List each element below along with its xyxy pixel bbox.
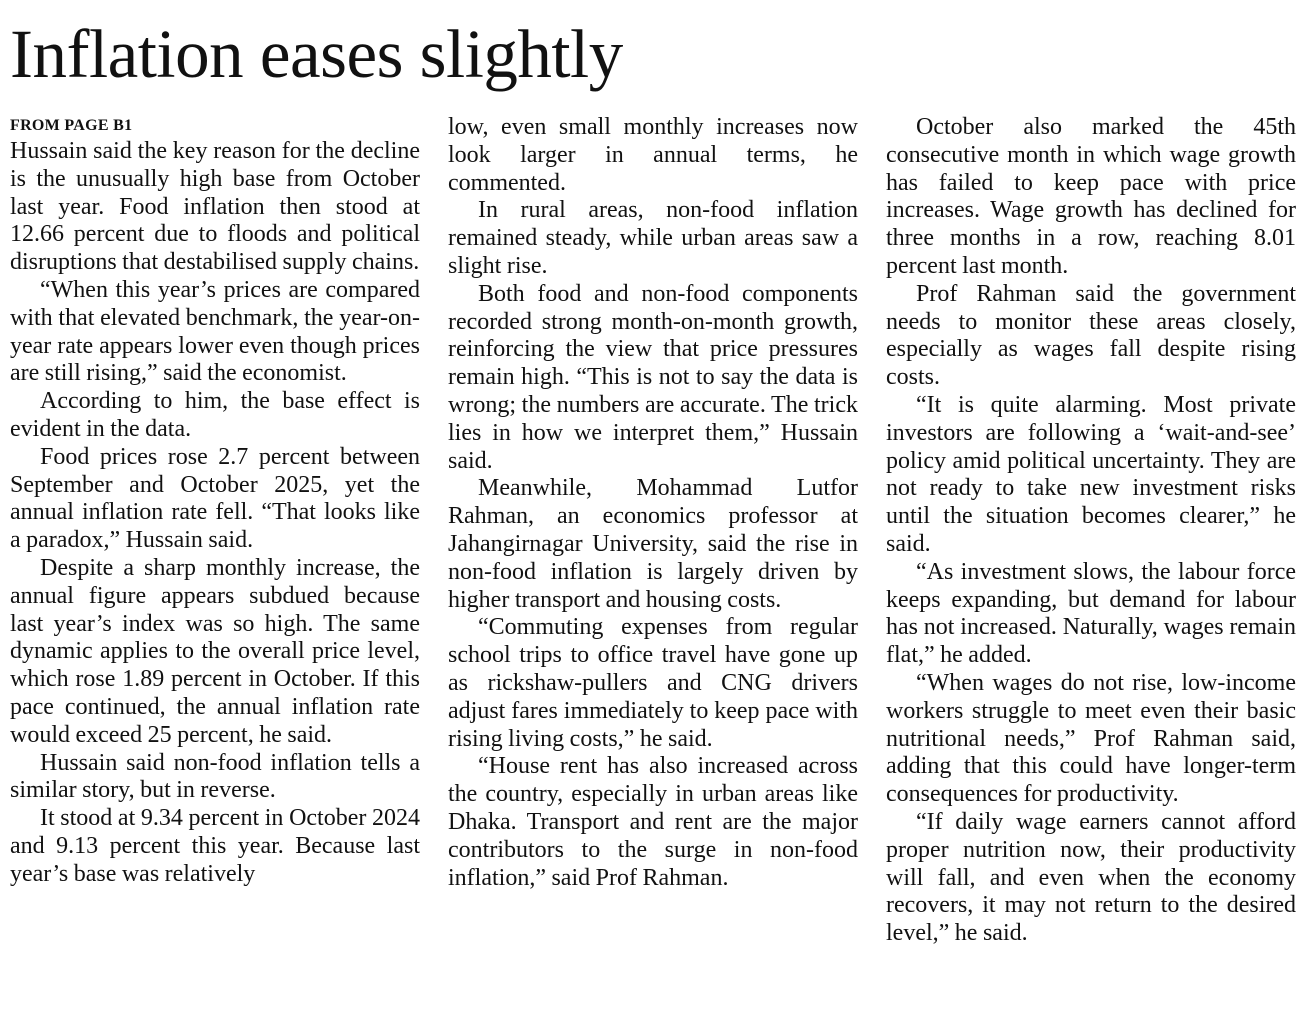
paragraph: October also marked the 45th consecutive month in which wage growth has failed to keep pace with price increases. Wage growth has declined for three months in a row, reaching 8.01 percent last month. (886, 114, 1296, 279)
paragraph: Despite a sharp monthly increase, the annual figure appears subdued because last year’s index was so high. The same dynamic applies to the overall price level, which rose 1.89 percent in October. If this pace continued, the annual inflation rate would exceed 25 percent, he said. (10, 554, 420, 748)
paragraph: “As investment slows, the labour force keeps expanding, but demand for labour has not increased. Naturally, wages remain flat,” he added. (886, 558, 1296, 669)
paragraph: “House rent has also increased across the country, especially in urban areas like Dhaka. Transport and rent are the major contributors to the surge in non-food inflation,” said Prof Rahman. (448, 753, 858, 891)
paragraph: “If daily wage earners cannot afford proper nutrition now, their productivity will fall, and even when the economy recovers, it may not return to the desired level,” he said. (886, 808, 1296, 947)
paragraph: low, even small monthly increases now look larger in annual terms, he commented. (448, 114, 858, 196)
paragraph: Hussain said the key reason for the decline is the unusually high base from October last year. Food inflation then stood at 12.66 percent due to floods and political disruptions that destabilised supply chains. (10, 138, 420, 276)
paragraph: “Commuting expenses from regular school trips to office travel have gone up as rickshaw-pullers and CNG drivers adjust fares immediately to keep pace with rising living costs,” he said. (448, 614, 858, 752)
paragraph: It stood at 9.34 percent in October 2024 and 9.13 percent this year. Because last year’s base was relatively (10, 805, 420, 887)
paragraph: Food prices rose 2.7 percent between September and October 2025, yet the annual inflation rate fell. “That looks like a paradox,” Hussain said. (10, 443, 420, 554)
paragraph: Meanwhile, Mohammad Lutfor Rahman, an economics professor at Jahangirnagar University, said the rise in non-food inflation is largely driven by higher transport and housing costs. (448, 475, 858, 613)
column-2 (448, 114, 858, 1009)
paragraph: Hussain said non-food inflation tells a similar story, but in reverse. (10, 749, 420, 804)
paragraph: In rural areas, non-food inflation remained steady, while urban areas saw a slight rise. (448, 197, 858, 279)
paragraph: “When wages do not rise, low-income workers struggle to meet even their basic nutritional needs,” Prof Rahman said, adding that this could have longer-term consequences for productivity. (886, 669, 1296, 808)
headline: Inflation eases slightly (10, 16, 623, 92)
continuation-kicker: FROM PAGE B1 (10, 117, 133, 134)
article-body (10, 114, 1296, 1009)
column-1 (10, 114, 420, 1009)
paragraph: Prof Rahman said the government needs to monitor these areas closely, especially as wages fall despite rising costs. (886, 280, 1296, 391)
paragraph: “When this year’s prices are compared with that elevated benchmark, the year-on-year rate appears lower even though prices are still rising,” said the economist. (10, 276, 420, 387)
paragraph: Both food and non-food components recorded strong month-on-month growth, reinforcing the view that price pressures remain high. “This is not to say the data is wrong; the numbers are accurate. The trick lies in how we interpret them,” Hussain said. (448, 280, 858, 474)
paragraph: According to him, the base effect is evident in the data. (10, 388, 420, 442)
column-3 (886, 114, 1296, 1009)
paragraph: “It is quite alarming. Most private investors are following a ‘wait-and-see’ policy amid political uncertainty. They are not ready to take new investment risks until the situation becomes clearer,” he said. (886, 391, 1296, 557)
